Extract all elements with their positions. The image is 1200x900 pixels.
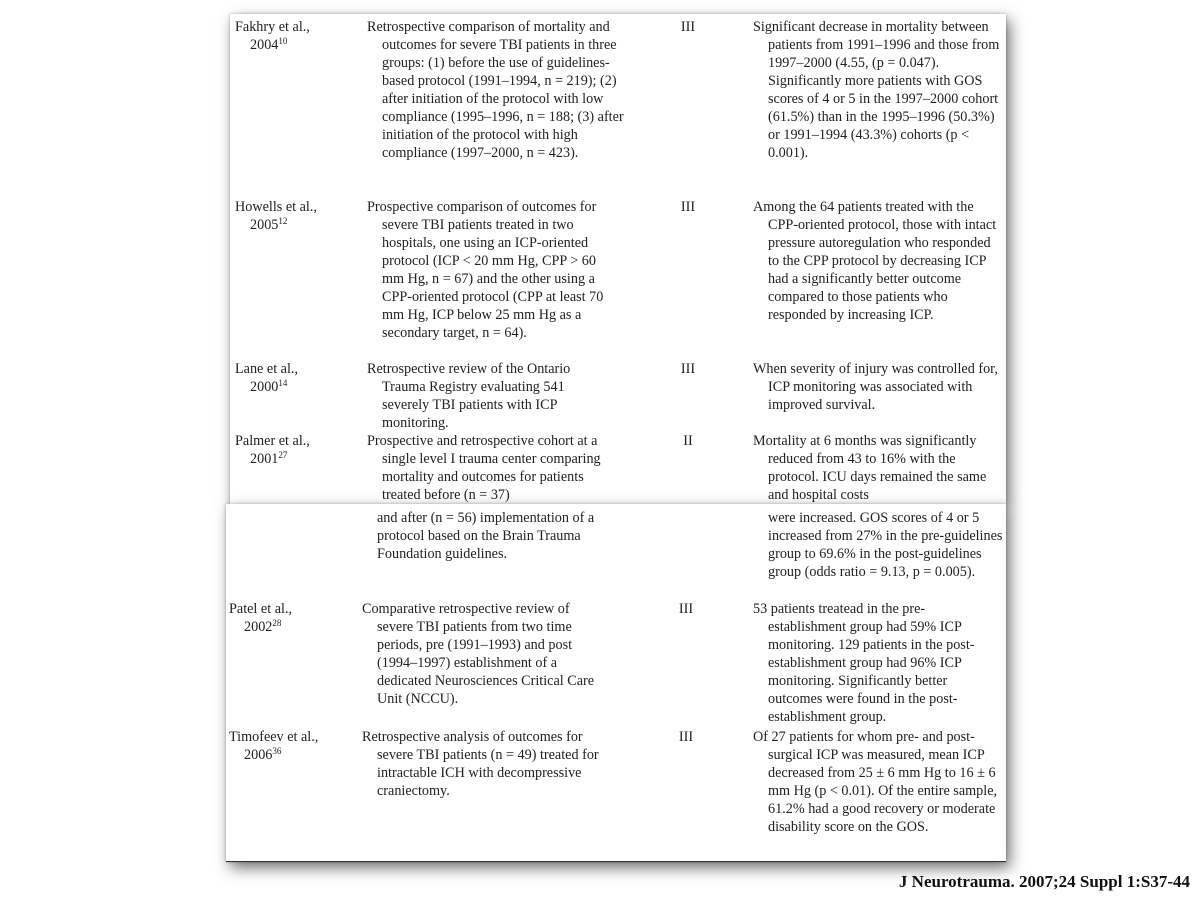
table-row-conclusion-continued bbox=[753, 509, 1003, 581]
table-row-description bbox=[362, 600, 607, 708]
reference-number: 14 bbox=[278, 378, 288, 388]
description-text: Retrospective review of the Ontario Trauma Registry evaluating 541 severely TBI patients with ICP monitoring. bbox=[367, 361, 571, 431]
conclusion-text: Mortality at 6 months was significantly reduced from 43 to 16% with the protocol. ICU days remained the same and hospital costs bbox=[753, 433, 987, 503]
description-text: Comparative retrospective review of severe TBI patients from two time periods, pre (1991–1993) and post (1994–1997) establishment of a dedicated Neurosciences Critical Care Unit (NCCU). bbox=[362, 601, 595, 707]
table-row-author bbox=[235, 18, 345, 54]
reference-number: 27 bbox=[278, 450, 288, 460]
description-text: Retrospective analysis of outcomes for severe TBI patients (n = 49) treated for intractable ICH with decompressive craniectomy. bbox=[362, 729, 599, 799]
table-row-author bbox=[235, 198, 330, 234]
table-row-description bbox=[367, 432, 612, 504]
reference-number: 12 bbox=[278, 216, 288, 226]
table-row-author bbox=[235, 360, 330, 396]
author-text: Lane et al., 2000 bbox=[235, 361, 299, 395]
author-text: Patel et al., 2002 bbox=[229, 601, 293, 635]
author-text: Fakhry et al., 2004 bbox=[235, 19, 310, 53]
conclusion-text: were increased. GOS scores of 4 or 5 increased from 27% in the pre-guidelines group to 69.6% in the post-guidelines group (odds ratio = 9.13, p = 0.005). bbox=[768, 510, 1003, 580]
reference-number: 10 bbox=[278, 36, 288, 46]
table-row-conclusion bbox=[753, 600, 993, 726]
conclusion-text: Among the 64 patients treated with the CPP-oriented protocol, those with intact pressure autoregulation who responded to the CPP protocol by decreasing ICP had a significantly better outcome compared to those patients who responded by increasing ICP. bbox=[753, 199, 997, 323]
author-text: Timofeev et al., 2006 bbox=[229, 729, 319, 763]
table-row-conclusion bbox=[753, 198, 1003, 324]
table-row-conclusion bbox=[753, 728, 1003, 836]
table-row-description-continued bbox=[362, 509, 607, 563]
table-row-author bbox=[229, 728, 324, 764]
author-text: Palmer et al., 2001 bbox=[235, 433, 310, 467]
table-row-description bbox=[367, 360, 607, 432]
author-text: Howells et al., 2005 bbox=[235, 199, 317, 233]
conclusion-text: Significant decrease in mortality between patients from 1991–1996 and those from 1997–2000 (4.55, (p = 0.047). Significantly more patients with GOS scores of 4 or 5 in the 1997–2000 cohort (61.5%) than in the 1995–1996 (50.3%) or 1991–1994 (43.3%) cohorts (p < 0.001). bbox=[753, 19, 1000, 161]
table-row-class: III bbox=[680, 19, 696, 35]
description-text: Retrospective comparison of mortality and outcomes for severe TBI patients in three groups: (1) before the use of guidelines-based protocol (1991–1994, n = 219); (2) after initiation of the protocol with low compliance (1995–1996, n = 188; (3) after initiation of the protocol with high compliance (1997–2000, n = 423). bbox=[367, 19, 624, 161]
table-row-conclusion bbox=[753, 18, 1005, 162]
table-row-description bbox=[367, 18, 625, 162]
description-text: Prospective and retrospective cohort at a single level I trauma center comparing mortality and outcomes for patients treated before (n = 37) bbox=[367, 433, 601, 503]
table-row-description bbox=[367, 198, 617, 342]
table-page-fragment-top bbox=[230, 14, 1006, 504]
reference-number: 36 bbox=[272, 746, 282, 756]
description-text: and after (n = 56) implementation of a protocol based on the Brain Trauma Foundation guidelines. bbox=[377, 510, 595, 562]
table-row-class: II bbox=[683, 433, 693, 449]
table-row-author bbox=[229, 600, 324, 636]
table-row-class: III bbox=[680, 199, 696, 215]
conclusion-text: Of 27 patients for whom pre- and post-surgical ICP was measured, mean ICP decreased from 25 ± 6 mm Hg to 16 ± 6 mm Hg (p < 0.01). Of the entire sample, 61.2% had a good recovery or moderate disability score on the GOS. bbox=[753, 729, 998, 835]
table-row-class: III bbox=[678, 601, 694, 617]
table-row-conclusion bbox=[753, 432, 1003, 504]
table-row-class: III bbox=[680, 361, 696, 377]
table-row-class: III bbox=[678, 729, 694, 745]
table-page-fragment-bottom bbox=[226, 504, 1006, 862]
conclusion-text: 53 patients treatead in the pre-establishment group had 59% ICP monitoring. 129 patients in the post-establishment group had 96% ICP monitoring. Significantly better outcomes were found in the post-establishment group. bbox=[753, 601, 975, 725]
table-row-conclusion bbox=[753, 360, 998, 414]
table-row-description bbox=[362, 728, 607, 800]
journal-citation: J Neurotrauma. 2007;24 Suppl 1:S37-44 bbox=[898, 872, 1190, 891]
table-row-author bbox=[235, 432, 335, 468]
description-text: Prospective comparison of outcomes for severe TBI patients treated in two hospitals, one using an ICP-oriented protocol (ICP < 20 mm Hg, CPP > 60 mm Hg, n = 67) and the other using a CPP-oriented protocol (CPP at least 70 mm Hg, ICP below 25 mm Hg as a secondary target, n = 64). bbox=[367, 199, 604, 341]
reference-number: 28 bbox=[272, 618, 282, 628]
conclusion-text: When severity of injury was controlled for, ICP monitoring was associated with improved survival. bbox=[753, 361, 998, 413]
